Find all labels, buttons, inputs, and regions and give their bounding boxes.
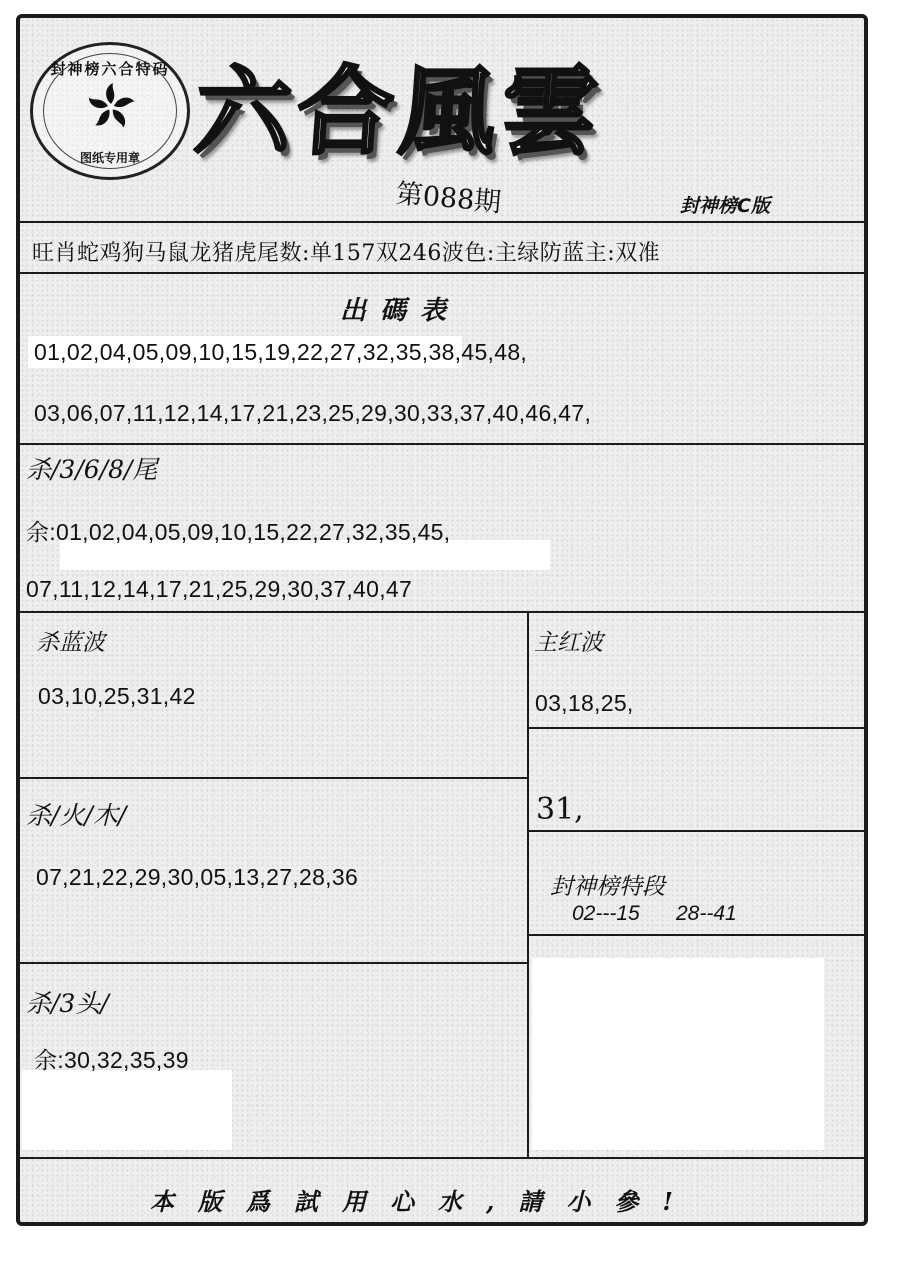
- kill-tail-row-2: 07,11,12,14,17,21,25,29,30,37,40,47: [26, 576, 413, 602]
- kill-head-values: 余:30,32,35,39: [34, 1047, 189, 1073]
- kill-elements-heading: 杀/火/木/: [26, 801, 127, 830]
- kill-head-heading: 杀/3头/: [26, 989, 109, 1018]
- divider-right-2: [528, 830, 868, 832]
- divider-right-3: [528, 934, 868, 936]
- edition-label: 封神榜C版: [680, 195, 770, 217]
- special-range-1: 02---15: [572, 902, 640, 925]
- divider-left-2: [20, 962, 528, 964]
- kill-tail-row-1: 余:01,02,04,05,09,10,15,22,27,32,35,45,: [26, 519, 451, 545]
- code-row-1: 01,02,04,05,09,10,15,19,22,27,32,35,38,45,48,: [34, 339, 528, 365]
- seal-ring-text: 封神榜六合特码: [50, 60, 170, 78]
- page-title: 六合風雲: [191, 55, 608, 168]
- seal-bottom-text: 图纸专用章: [79, 151, 140, 165]
- issue-number: 第088期: [394, 178, 503, 219]
- divider-left-1: [20, 777, 528, 779]
- special-heading: 封神榜特段: [550, 874, 665, 900]
- kill-tail-heading: 杀/3/6/8/尾: [26, 455, 158, 484]
- main-red-values: 03,18,25,: [535, 690, 634, 716]
- single-value: 31,: [536, 792, 584, 827]
- code-row-2: 03,06,07,11,12,14,17,21,23,25,29,30,33,37,40,46,47,: [34, 400, 592, 426]
- divider-kill-tail: [20, 611, 868, 613]
- blank-panel: [532, 958, 824, 1150]
- bauhinia-flower-icon: [85, 81, 137, 133]
- kill-blue-heading: 杀蓝波: [36, 630, 105, 656]
- kill-blue-values: 03,10,25,31,42: [38, 683, 196, 709]
- kill-elements-values: 07,21,22,29,30,05,13,27,28,36: [36, 864, 359, 890]
- special-range-2: 28--41: [676, 902, 737, 925]
- kill-head-highlight: [22, 1070, 232, 1150]
- divider-code-table: [20, 443, 868, 445]
- divider-header: [20, 221, 868, 223]
- code-table-title: 出碼表: [340, 296, 461, 326]
- zodiac-line: 旺肖蛇鸡狗马鼠龙猪虎尾数:单157双246波色:主绿防蓝主:双准: [32, 241, 661, 266]
- seal-stamp: [30, 42, 190, 180]
- main-red-heading: 主红波: [534, 630, 603, 656]
- divider-zodiac: [20, 272, 868, 274]
- divider-vertical: [527, 612, 529, 1158]
- footer-note: 本版爲試用心水,請小參!: [150, 1187, 697, 1216]
- divider-right-1: [528, 727, 868, 729]
- divider-footer: [20, 1157, 868, 1159]
